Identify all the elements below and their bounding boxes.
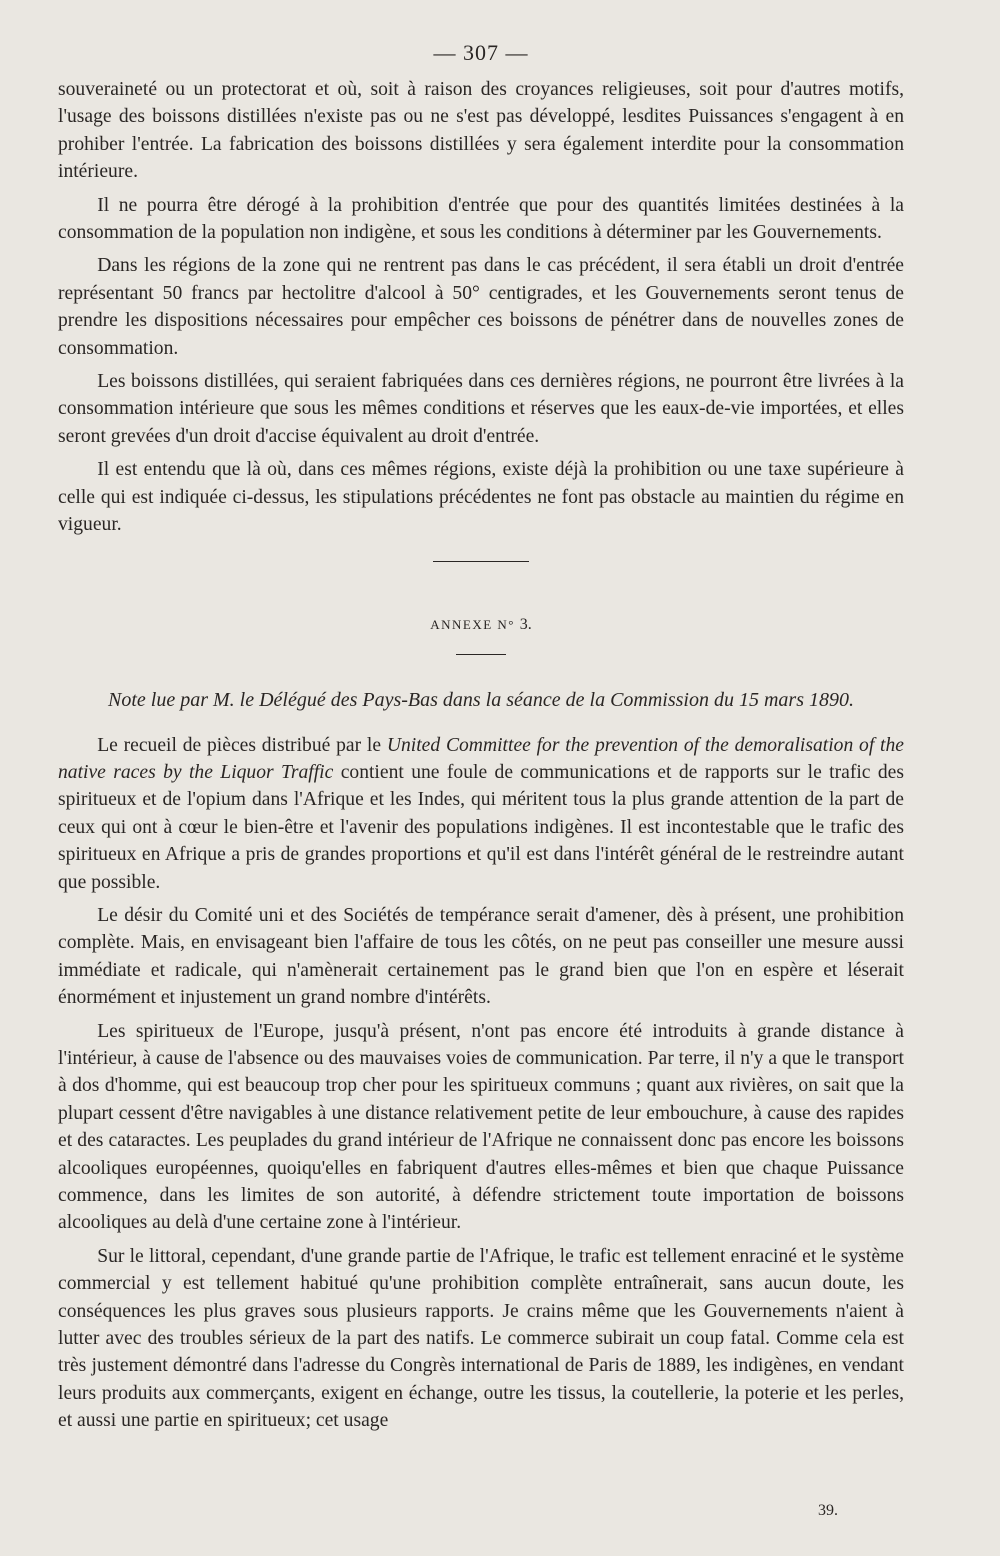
annex-label: ANNEXE N° (430, 616, 516, 632)
signature-mark: 39. (818, 1502, 838, 1519)
annex-paragraph-2: Le désir du Comité uni et des Sociétés de tempérance serait d'amener, dès à présent, une prohibition complète. Mais, en envisageant bien l'affaire de tous les côtés, on ne peut pas conseiller une mesure aussi immédiate et radicale, qui n'amènerait certainement pas le grand bien que l'on en espère et léserait énormément et injustement un grand nombre d'intérêts. (58, 904, 904, 1009)
paragraph-1: souveraineté ou un protectorat et où, soit à raison des croyances religieuses, soit pour d'autres motifs, l'usage des boissons distillées n'existe pas ou ne s'est pas développé, lesdites Puissances s'engagent à en prohiber l'entrée. La fabrication des boissons distillées y sera également interdite pour la consommation intérieure. (58, 79, 904, 183)
annex-paragraph-3: Les spiritueux de l'Europe, jusqu'à présent, n'ont pas encore été introduits à grande distance à l'intérieur, à cause de l'absence ou des mauvaises voies de communication. Par terre, il n'y a que le transport à dos d'homme, qui est beaucoup trop cher pour les spiritueux communs ; quant aux rivières, on sait que la plupart cessent d'être navigables à une distance relativement petite de leur embouchure, à cause des rapides et des cataractes. Les peuplades du grand intérieur de l'Afrique ne connaissent donc pas encore les boissons alcooliques européennes, quoiqu'elles en fabriquent d'autres elles-mêmes et bien que chaque Puissance commence, dans les limites de son autorité, à défendre strictement toute importation de boissons alcooliques au delà d'une certaine zone à l'intérieur. (58, 1020, 904, 1234)
paragraph-5: Il est entendu que là où, dans ces mêmes régions, existe déjà la prohibition ou une taxe supérieure à celle qui est indiquée ci-dessus, les stipulations précédentes ne font pas obstacle au maintien du régime en vigueur. (58, 459, 904, 536)
paragraph-2: Il ne pourra être dérogé à la prohibition d'entrée que pour des quantités limitées destinées à la consommation de la population non indigène, et sous les conditions à déterminer par les Gouvernements. (58, 194, 904, 244)
annex-paragraph-4: Sur le littoral, cependant, d'une grande partie de l'Afrique, le trafic est tellement enraciné et le système commercial y est tellement habitué qu'une prohibition complète entraînerait, sans aucun doute, les conséquences les plus graves sous plusieurs rapports. Je crains même que les Gouvernements n'aient à lutter avec des troubles sérieux de la part des natifs. Le commerce subirait un coup fatal. Comme cela est très justement démontré dans l'adresse du Congrès international de Paris de 1889, les indigènes, en vendant leurs produits aux commerçants, exigent en échange, outre les tissus, la coutellerie, la poterie et les perles, et aussi une partie en spiritueux; cet usage (58, 1245, 904, 1432)
annex-divider (456, 654, 506, 655)
annex-p1-start: Le recueil de pièces distribué par le (97, 734, 387, 756)
section-divider (433, 561, 529, 562)
annex-number: 3. (519, 615, 532, 633)
paragraph-4: Les boissons distillées, qui seraient fabriquées dans ces dernières régions, ne pourront être livrées à la consommation intérieure que sous les mêmes conditions et réserves que les eaux-de-vie importées, et elles seront grevées d'un droit d'accise équivalent au droit d'entrée. (58, 371, 904, 447)
paragraph-3: Dans les régions de la zone qui ne rentrent pas dans le cas précédent, il sera établi un droit d'entrée représentant 50 francs par hectolitre d'alcool à 50° centigrades, et les Gouvernements seront tenus de prendre les dispositions nécessaires pour empêcher ces boissons de pénétrer dans de nouvelles zones de consommation. (58, 255, 904, 359)
annex-p1-end: contient une foule de communications et de rapports sur le trafic des spiritueux et de l'opium dans l'Afrique et les Indes, qui méritent tous la plus grande attention de la part de ceux qui ont à cœur le bien-être et l'avenir des populations indigènes. Il est incontestable que le trafic des spiritueux en Afrique a pris de grandes proportions et qu'il est dans l'intérêt général de le restreindre autant que possible. (58, 761, 904, 893)
annex-paragraph-1 (58, 732, 904, 896)
page-number: — 307 — (433, 40, 529, 65)
committee-name: United Committee for the prevention of the demoralisation of the native races by the Liquor Traffic (58, 734, 904, 783)
note-title: Note lue par M. le Délégué des Pays-Bas dans la séance de la Commission du 15 mars 1890. (107, 688, 854, 711)
annex-heading (58, 616, 904, 634)
